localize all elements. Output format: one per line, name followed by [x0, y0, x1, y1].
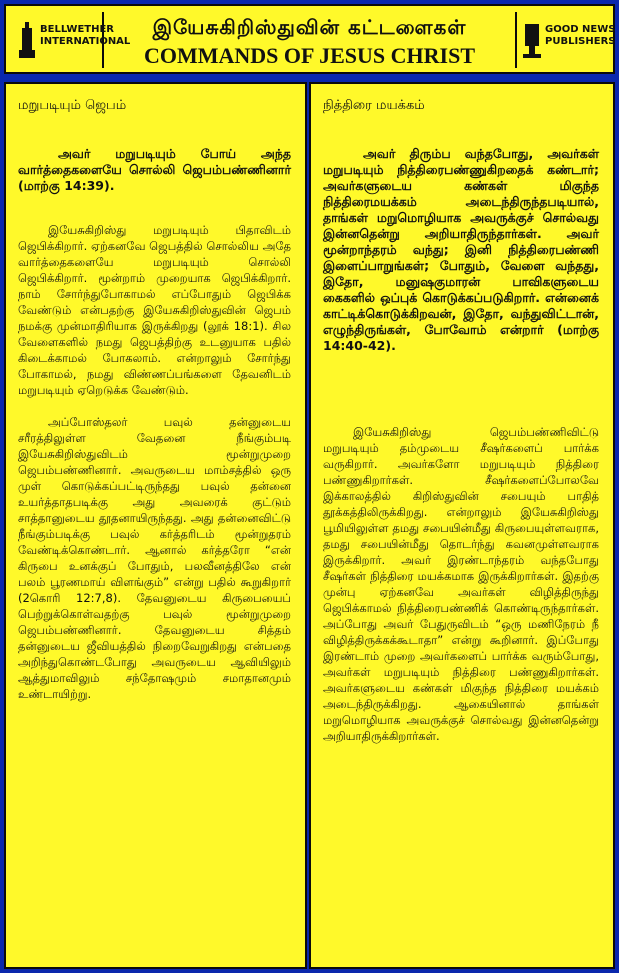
left-body: [18, 222, 291, 718]
right-column: [309, 82, 615, 969]
good-news-logo-icon: [523, 22, 541, 58]
right-heading: நித்திரை மயக்கம்: [323, 98, 425, 113]
page-header: [4, 4, 615, 74]
right-paragraph-1: இயேசுகிறிஸ்து ஜெபம்பண்ணிவிட்டு மறுபடியும் தம்முடைய சீஷர்களைப் பார்க்க வருகிறார். அவர்களோ மறுபடியும் நித்திரை பண்ணுகிறார்கள். சீஷர்களைப்போலவே இக்காலத்தில் கிறிஸ்துவின் சபையும் பாதித் தூக்கத்திலிருக்கிறது. என்றாலும் இயேசுகிறிஸ்து பூமியிலுள்ள தமது சபையின்மீது கிருபையுள்ளவராக, தமது சபையின்மீது தொடர்ந்து கவனமுள்ளவராக இருக்கிறார். அவர் இரண்டாந்தரம் வந்தபோது சீஷர்கள் நித்திரை மயக்கமாக இருக்கிறார்கள். இதற்கு முன்பு ஏற்கனவே அவர்கள் விழித்திருந்து ஜெபிக்காமல் நித்திரைபண்ணிக் கொண்டிருந்தார்கள். அப்போது அவர் பேதுருவிடம் “ஒரு மணிநேரம் நீ விழித்திருக்கக்கூடாதா” என்று கூறினார். இப்போது இரண்டாம் முறை அவர்களைப் பார்க்க வரும்போது, அவர்கள் மறுபடியும் நித்திரை பண்ணுகிறார்கள். அவர்களுடைய கண்கள் மிகுந்த நித்திரை மயக்கம் அடைந்திருக்கிறது. ஆகையினால் தாங்கள் மறுமொழியாக அவருக்குச் சொல்வது இன்னதென்று அறியாதிருக்கிறார்கள்.: [323, 425, 599, 743]
left-paragraph-1: இயேசுகிறிஸ்து மறுபடியும் பிதாவிடம் ஜெபிக்கிறார். ஏற்கனவே ஜெபத்தில் சொல்லிய அதே வார்த்தைகளையே மறுபடியும் சொல்லி ஜெபிக்கிறார். மூன்றாம் முறையாக ஜெபிக்கிறார். நாம் சோர்ந்துபோகாமல் எப்போதும் ஜெபிக்க வேண்டும் என்பதற்கு இயேசுகிறிஸ்துவின் ஜெபம் நமக்கு முன்மாதிரியாக இருக்கிறது (லூக் 18:1). சில வேளைகளில் நமது ஜெபத்திற்கு உடனுயாக பதில் கிடைக்காமல் போகலாம். என்றாலும் சோர்ந்து போகாமல், நமது விண்ணப்பங்களை தேவனிடம் மறுபடியும் ஏறெடுக்க வேண்டும்.: [18, 223, 291, 397]
publisher-logo-right: [515, 12, 616, 68]
publisher-logo-left: [12, 12, 131, 68]
title-block: [116, 12, 503, 70]
publisher-left-text: BELLWETHER INTERNATIONAL: [40, 24, 131, 47]
title-english: COMMANDS OF JESUS CHRIST: [143, 43, 476, 68]
right-quote: அவர் திரும்ப வந்தபோது, அவர்கள் மறுபடியும் நித்திரைபண்ணுகிறதைக் கண்டார்; அவர்களுடைய கண்கள் மிகுந்த நித்திரைமயக்கம் அடைந்திருந்தபடியால், தாங்கள் மறுமொழியாக அவருக்குச் சொல்வது இன்னதென்று அறியாதிருந்தார்கள். அவர் மூன்றாந்தரம் வந்து; இனி நித்திரைபண்ணி இளைப்பாறுங்கள்; போதும், வேளை வந்தது, இதோ, மனுஷகுமாரன் பாவிகளுடைய கைகளில் ஒப்புக் கொடுக்கப்படுகிறார். என்னைக் காட்டிக்கொடுக்கிறவன், இதோ, வந்துவிட்டான், எழுந்திருங்கள், போவோம் என்றார் (மாற்கு 14:40-42).: [323, 146, 599, 353]
left-heading: மறுபடியும் ஜெபம்: [18, 98, 127, 113]
left-column: [4, 82, 307, 969]
bellwether-logo-icon: [18, 22, 36, 58]
left-quote: அவர் மறுபடியும் போய் அந்த வார்த்தைகளையே சொல்லி ஜெபம்பண்ணினார் (மாற்கு 14:39).: [18, 146, 291, 193]
right-body: [323, 424, 599, 760]
publisher-right-text: GOOD NEWS PUBLISHERS: [545, 24, 616, 47]
title-tamil: இயேசுகிறிஸ்துவின் கட்டளைகள்: [152, 15, 467, 39]
left-paragraph-2: அப்போஸ்தலர் பவுல் தன்னுடைய சரீரத்திலுள்ள வேதனை நீங்கும்படி இயேசுகிறிஸ்துவிடம் மூன்றுமுறை ஜெபம்பண்ணினார். அவருடைய மாம்சத்தில் ஒரு முள் கொடுக்கப்பட்டிருந்தது பவுல் தன்னை உயர்த்தாதபடிக்கு அது அவரைக் குட்டும் சாத்தானுடைய தூதனாயிருந்தது. அது தன்னைவிட்டு நீங்கும்படிக்கு பவுல் கர்த்தரிடம் மூன்றுதரம் வேண்டிக்கொண்டார். ஆனால் கர்த்தரோ “என் கிருபை உனக்குப் போதும், பலவீனத்திலே என் பலம் பூரணமாய் விளங்கும்” என்று பதில் கூறுகிறார் (2கொரி 12:7,8). தேவனுடைய கிருபையைப் பெற்றுக்கொள்வதற்கு பவுல் மூன்றுமுறை ஜெபம்பண்ணினார். தேவனுடைய சித்தம் தன்னுடைய ஜீவியத்தில் நிறைவேறுகிறது என்பதை அறிந்துகொண்டபோது அவருடைய ஆவியிலும் ஆத்துமாவிலும் சந்தோஷமும் சமாதானமும் உண்டாயிற்று.: [18, 415, 291, 701]
